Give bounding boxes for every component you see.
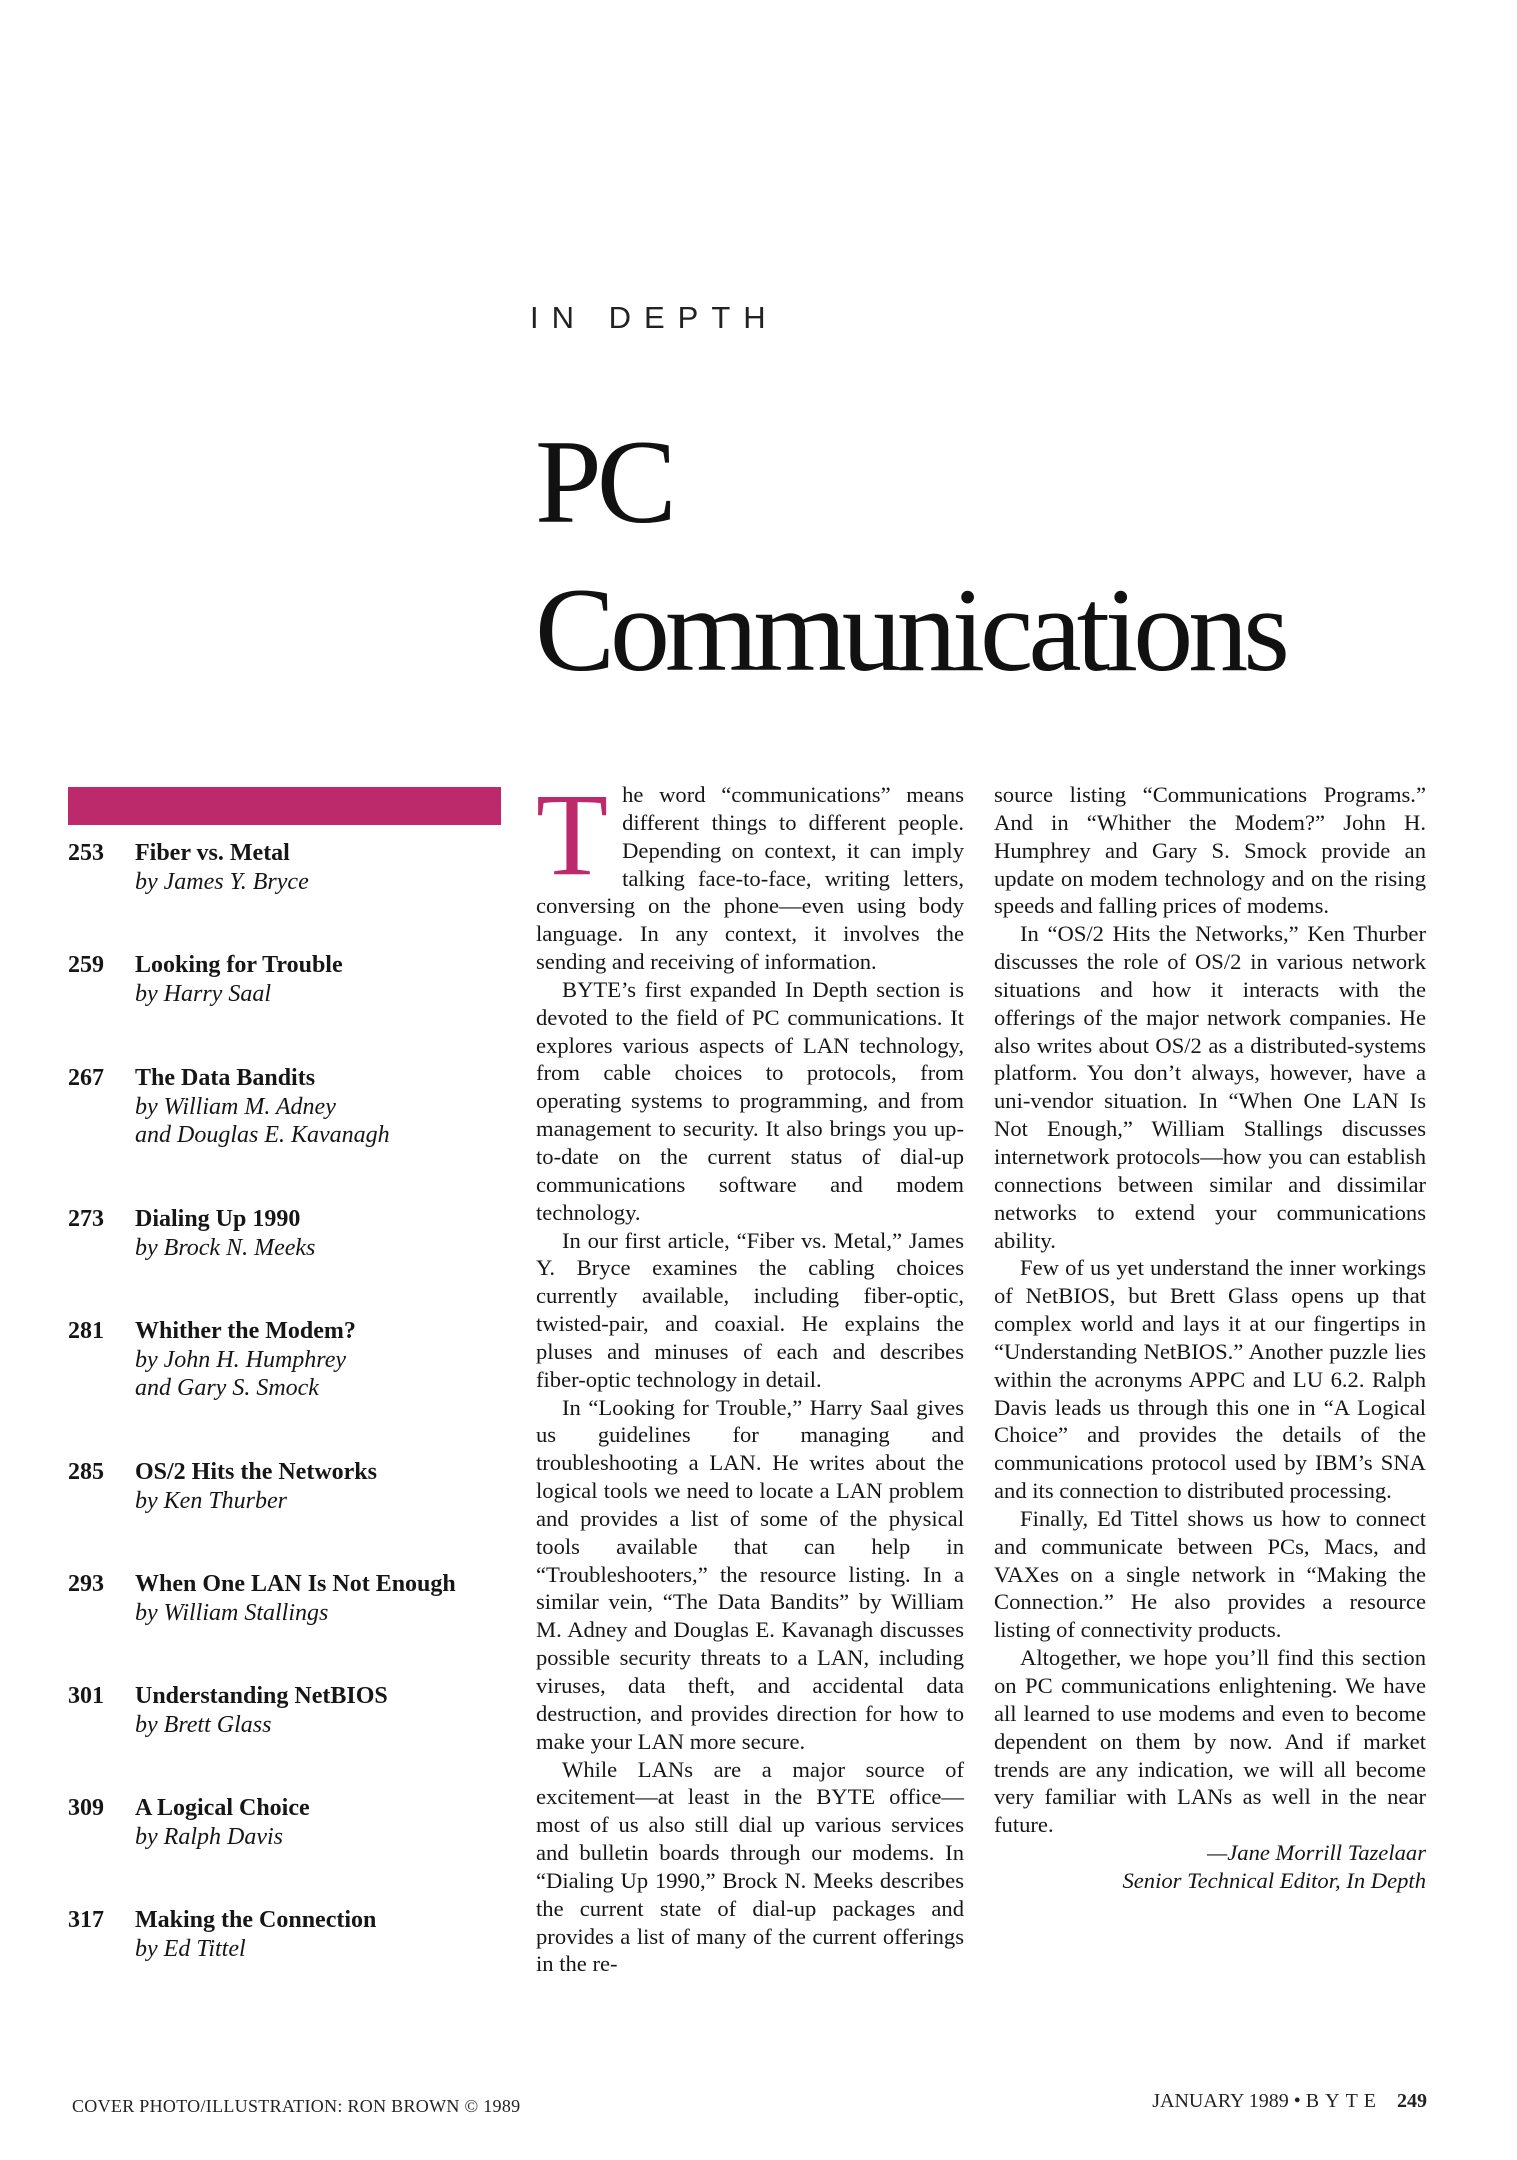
page-title bbox=[535, 408, 1495, 704]
toc-author: by Harry Saal bbox=[135, 981, 271, 1007]
drop-cap: T bbox=[536, 769, 609, 900]
title-line-2: Communications bbox=[535, 563, 1285, 696]
toc-author: and Gary S. Smock bbox=[135, 1375, 319, 1401]
toc-page-number: 285 bbox=[68, 1459, 104, 1485]
photo-credit: COVER PHOTO/ILLUSTRATION: RON BROWN © 1989 bbox=[72, 2096, 521, 2116]
article-paragraph bbox=[536, 769, 964, 976]
page-number: 249 bbox=[1397, 2090, 1427, 2112]
toc-author: by Ralph Davis bbox=[135, 1824, 283, 1850]
toc-page-number: 281 bbox=[68, 1318, 104, 1344]
article-paragraph: In “Looking for Trouble,” Harry Saal gives us guidelines for managing and troubleshooting a LAN. He writes about the logical tools we need to locate a LAN problem and provides a list of some of the physical tools available that can help in “Troubleshooters,” the resource listing. In a similar vein, “The Data Bandits” by William M. Adney and Douglas E. Kavanagh discusses possible security threats to a LAN, including viruses, data theft, and accidental data destruction, and provides direction for how to make your LAN more secure. bbox=[536, 1394, 964, 1754]
article-paragraph: Finally, Ed Tittel shows us how to connect and communicate between PCs, Macs, and VAXes on a single network in “Making the Connection.” He also provides a resource listing of connectivity products. bbox=[994, 1505, 1426, 1643]
folio bbox=[1152, 2090, 1427, 2113]
signature-name: —Jane Morrill Tazelaar bbox=[1207, 1840, 1426, 1866]
toc-article-title: A Logical Choice bbox=[135, 1795, 310, 1821]
toc-accent-bar bbox=[68, 787, 501, 825]
article-paragraph: In our first article, “Fiber vs. Metal,” James Y. Bryce examines the cabling choices currently available, including fiber-optic, twisted-pair, and coaxial. He explains the pluses and minuses of each and describes fiber-optic technology in detail. bbox=[536, 1227, 964, 1392]
issue-date: JANUARY 1989 bbox=[1152, 2090, 1289, 2112]
article-column-2 bbox=[994, 781, 1426, 1895]
article-paragraph: Altogether, we hope you’ll find this section on PC communications enlightening. We have all learned to use modems and even to become dependent on them by now. And if market trends are any indication, we will all become very familiar with LANs as well in the near future. bbox=[994, 1645, 1426, 1838]
article-paragraph: In “OS/2 Hits the Networks,” Ken Thurber discusses the role of OS/2 in various network situations and how it interacts with the offerings of the major network companies. He also writes about OS/2 as a distributed-systems platform. You don’t always, however, have a uni-vendor situation. In “When One LAN Is Not Enough,” William Stallings discusses internetwork protocols—how you can establish connections between similar and dissimilar networks to extend your communications ability. bbox=[994, 921, 1426, 1253]
toc-author: by Ken Thurber bbox=[135, 1488, 287, 1514]
toc-author: by William Stallings bbox=[135, 1600, 329, 1626]
toc-article-title: Making the Connection bbox=[135, 1907, 377, 1933]
toc-page-number: 301 bbox=[68, 1683, 104, 1709]
toc-article-title: Fiber vs. Metal bbox=[135, 840, 290, 866]
toc-page-number: 309 bbox=[68, 1795, 104, 1821]
toc-author: by John H. Humphrey bbox=[135, 1347, 347, 1373]
article-column-1 bbox=[536, 769, 964, 1978]
toc-page-number: 273 bbox=[68, 1206, 104, 1232]
toc-article-title: Looking for Trouble bbox=[135, 952, 343, 978]
toc-author: and Douglas E. Kavanagh bbox=[135, 1122, 390, 1148]
toc-page-number: 259 bbox=[68, 952, 104, 978]
toc-author: by Brett Glass bbox=[135, 1712, 272, 1738]
toc-author: by William M. Adney bbox=[135, 1094, 336, 1120]
toc-article-title: The Data Bandits bbox=[135, 1065, 316, 1091]
toc-article-title: Whither the Modem? bbox=[135, 1318, 356, 1344]
article-paragraph: BYTE’s first expanded In Depth section is devoted to the field of PC communications. It explores various aspects of LAN technology, from cable choices to protocols, from operating systems to programming, and from management to security. It also brings you up-to-date on the current status of dial-up communications software and modem technology. bbox=[536, 976, 964, 1225]
toc-page-number: 293 bbox=[68, 1571, 104, 1597]
paragraph-text: he word “communications” means different things to different people. Depending on context, it can imply talking face-to-face, writing letters, conversing on the phone—even using body language. In any context, it involves the sending and receiving of information. bbox=[536, 782, 964, 975]
toc-page-number: 253 bbox=[68, 840, 104, 866]
folio-separator: • bbox=[1293, 2090, 1301, 2112]
title-line-1: PC bbox=[535, 415, 672, 548]
toc-author: by James Y. Bryce bbox=[135, 869, 309, 895]
toc-page-number: 317 bbox=[68, 1907, 104, 1933]
toc-article-title: Understanding NetBIOS bbox=[135, 1683, 388, 1709]
section-label: IN DEPTH bbox=[530, 300, 779, 335]
toc-page-number: 267 bbox=[68, 1065, 104, 1091]
signature-title: Senior Technical Editor, In Depth bbox=[1122, 1867, 1426, 1893]
toc-author: by Brock N. Meeks bbox=[135, 1235, 316, 1261]
toc-article-title: When One LAN Is Not Enough bbox=[135, 1571, 456, 1597]
magazine-name: BYTE bbox=[1305, 2090, 1382, 2112]
article-paragraph: source listing “Communications Programs.” And in “Whither the Modem?” John H. Humphrey and Gary S. Smock provide an update on modem technology and on the rising speeds and falling prices of modems. bbox=[994, 782, 1426, 919]
toc-author: by Ed Tittel bbox=[135, 1936, 246, 1962]
article-paragraph: Few of us yet understand the inner workings of NetBIOS, but Brett Glass opens up that complex world and lays it at our fingertips in “Understanding NetBIOS.” Another puzzle lies within the acronyms APPC and LU 6.2. Ralph Davis leads us through this one in “A Logical Choice” and provides the details of the communications protocol used by IBM’s SNA and its connection to distributed processing. bbox=[994, 1255, 1426, 1504]
toc-article-title: Dialing Up 1990 bbox=[135, 1206, 301, 1232]
article-paragraph: While LANs are a major source of excitement—at least in the BYTE office—most of us also still dial up various services and bulletin boards through our modems. In “Dialing Up 1990,” Brock N. Meeks describes the current state of dial-up packages and provides a list of many of the current offerings in the re- bbox=[536, 1756, 964, 1977]
toc-article-title: OS/2 Hits the Networks bbox=[135, 1459, 377, 1485]
